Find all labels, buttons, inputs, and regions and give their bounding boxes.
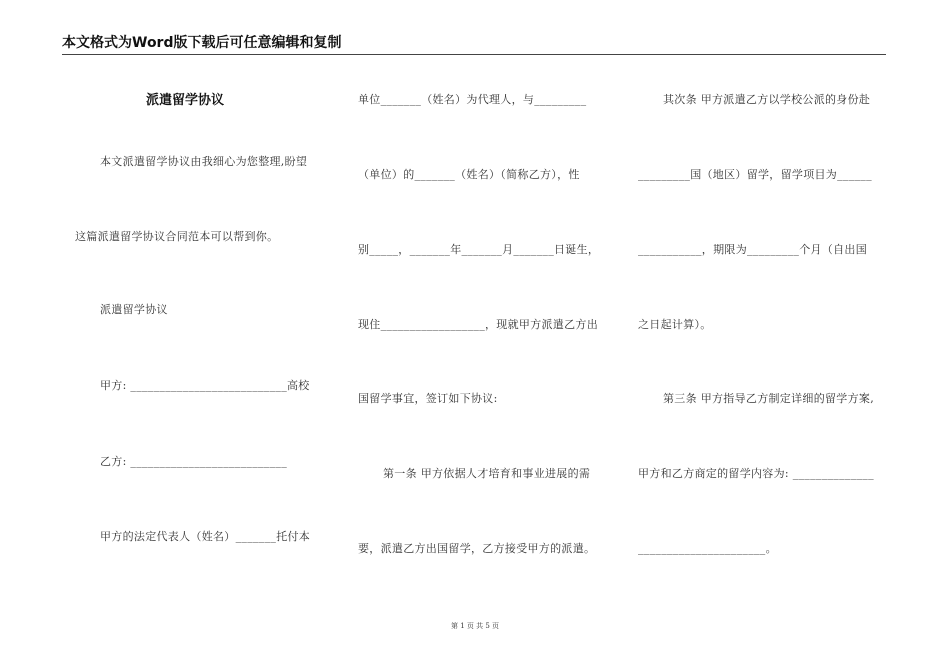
article-3-line: 第三条 甲方指导乙方制定详细的留学方案,: [663, 392, 874, 405]
paragraph-line: 别_____，_______年_______月_______日诞生，: [358, 243, 600, 256]
paragraph-line: 这篇派遣留学协议合同范本可以帮到你。: [75, 230, 279, 243]
paragraph-line: ______________________。: [638, 542, 777, 555]
column-3: [630, 0, 930, 672]
column-1: [0, 0, 330, 672]
section-heading: 派遣留学协议: [100, 303, 168, 316]
party-a-line: 甲方: ___________________________高校: [100, 379, 310, 392]
article-2-line: 其次条 甲方派遣乙方以学校公派的身份赴: [663, 93, 871, 106]
paragraph-line: 甲方和乙方商定的留学内容为: ______________: [638, 467, 874, 480]
document-title: 派遣留学协议: [146, 93, 225, 108]
paragraph-line: 之日起计算）。: [638, 318, 712, 331]
paragraph-line: 国留学事宜，签订如下协议:: [358, 392, 498, 405]
paragraph-line: 甲方的法定代表人（姓名）_______托付本: [100, 530, 311, 543]
paragraph-line: 单位_______（姓名）为代理人，与_________: [358, 93, 587, 106]
paragraph-line: 本文派遣留学协议由我细心为您整理,盼望: [100, 155, 308, 168]
column-2: [330, 0, 630, 672]
header-title: 本文格式为Word版下载后可任意编辑和复制: [62, 35, 342, 51]
party-b-line: 乙方: ___________________________: [100, 455, 288, 468]
article-1-line: 第一条 甲方依据人才培育和事业进展的需: [383, 467, 591, 480]
paragraph-line: 要，派遣乙方出国留学，乙方接受甲方的派遣。: [358, 542, 596, 555]
paragraph-line: （单位）的_______（姓名）（简称乙方），性: [358, 168, 580, 181]
paragraph-line: _________国（地区）留学，留学项目为______: [638, 168, 872, 181]
page-footer: [0, 622, 950, 631]
paragraph-line: 现住__________________，现就甲方派遣乙方出: [358, 318, 598, 331]
paragraph-line: ___________，期限为_________个月（自出国: [638, 243, 867, 256]
page-number: 第 1 页 共 5 页: [450, 622, 500, 630]
